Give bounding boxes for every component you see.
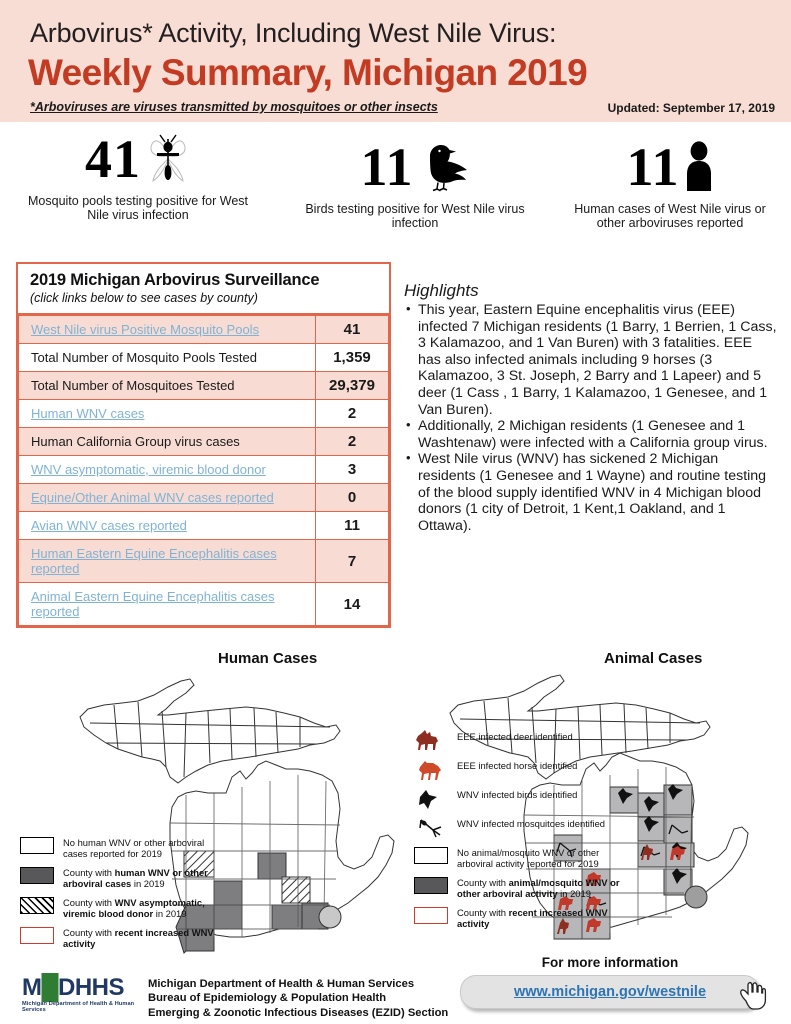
logo-rest: DHHS xyxy=(58,974,125,1001)
surveillance-table xyxy=(16,262,391,628)
county-link[interactable]: WNV asymptomatic, viremic blood donor xyxy=(31,462,266,477)
swatch-redline xyxy=(414,907,448,924)
legend-label: County with human WNV or other arboviral cases in 2019 xyxy=(63,867,208,889)
agency-line-1: Michigan Department of Health & Human Services xyxy=(148,978,415,990)
more-information-block xyxy=(460,955,760,1009)
county-link[interactable]: Human Eastern Equine Encephalitis cases reported xyxy=(31,546,277,576)
table-row xyxy=(19,344,389,372)
table-row xyxy=(19,316,389,344)
more-info-title: For more information xyxy=(541,955,679,970)
row-value-cell: 0 xyxy=(316,484,389,512)
row-value-cell: 29,379 xyxy=(316,372,389,400)
row-label-cell: Human California Group virus cases xyxy=(19,428,316,456)
updated-date: Updated: September 17, 2019 xyxy=(607,101,775,115)
stat-birds-positive xyxy=(300,138,530,230)
table-row xyxy=(19,372,389,400)
legend-label: County with WNV asymptomatic, viremic blood donor in 2019 xyxy=(63,897,205,919)
agency-lines xyxy=(148,977,448,1020)
surveillance-data-table xyxy=(18,315,389,626)
legend-row xyxy=(20,836,230,859)
highlight-item: • West Nile virus (WNV) has sickened 2 Michigan residents (1 Genesee and 1 Wayne) and routine testing of the blood supply identified WNV in 4 Michigan blood donors (1 city of Detroit, 1 Kent,1 Oakland, and 1 Ottawa). xyxy=(404,451,778,534)
row-value-cell: 2 xyxy=(316,400,389,428)
westnile-url-label: www.michigan.gov/westnile xyxy=(513,984,707,1000)
highlights-list xyxy=(404,302,778,534)
row-label-cell: Total Number of Mosquitoes Tested xyxy=(19,372,316,400)
table-row xyxy=(19,512,389,540)
swatch-filled xyxy=(20,867,54,884)
deer-icon xyxy=(414,730,448,752)
row-label-cell[interactable] xyxy=(19,540,316,583)
row-value-cell: 2 xyxy=(316,428,389,456)
swatch-hatch xyxy=(20,897,54,914)
legend-label: WNV infected birds identified xyxy=(457,789,578,800)
row-value-cell: 11 xyxy=(316,512,389,540)
county-link[interactable]: Animal Eastern Equine Encephalitis cases reported xyxy=(31,589,275,619)
row-value-cell: 7 xyxy=(316,540,389,583)
county-link[interactable]: Equine/Other Animal WNV cases reported xyxy=(31,490,274,505)
human-cases-map-title: Human Cases xyxy=(218,650,318,667)
highlights-section xyxy=(404,281,778,534)
agency-line-2: Bureau of Epidemiology & Population Health xyxy=(148,992,387,1005)
table-row xyxy=(19,484,389,512)
table-row xyxy=(19,428,389,456)
table-title: 2019 Michigan Arbovirus Surveillance xyxy=(30,271,320,289)
stat-label: Mosquito pools testing positive for West Nile virus infection xyxy=(28,194,249,222)
legend-label: EEE infected horse identified xyxy=(457,760,578,771)
bird-icon xyxy=(418,142,470,192)
row-value-cell: 41 xyxy=(316,316,389,344)
logo-subtitle: Michigan Department of Health & Human Services xyxy=(22,1001,135,1013)
highlight-item: • Additionally, 2 Michigan residents (1 Genesee and 1 Washtenaw) were infected with a California group virus. xyxy=(404,418,778,451)
legend-row xyxy=(414,876,629,899)
swatch-empty xyxy=(20,837,54,854)
stat-mosquito-pools xyxy=(28,130,248,222)
row-label-cell: Total Number of Mosquito Pools Tested xyxy=(19,344,316,372)
legend-row xyxy=(414,759,629,781)
page-header xyxy=(0,0,791,122)
table-row xyxy=(19,540,389,583)
legend-row xyxy=(20,926,230,949)
pointing-hand-icon xyxy=(737,980,767,1016)
logo-text xyxy=(22,975,142,1000)
legend-row xyxy=(414,906,629,929)
stat-value: 11 xyxy=(626,137,680,197)
person-icon xyxy=(684,141,714,193)
bird-icon xyxy=(414,788,448,810)
row-label-cell[interactable] xyxy=(19,400,316,428)
swatch-empty xyxy=(414,847,448,864)
stat-value: 11 xyxy=(360,137,414,197)
legend-label: No human WNV or other arboviral cases reported for 2019 xyxy=(63,837,205,859)
swatch-redline xyxy=(20,927,54,944)
stat-value: 41 xyxy=(85,129,141,189)
row-label-cell[interactable] xyxy=(19,583,316,626)
mosquito-icon xyxy=(414,817,448,839)
highlights-title: Highlights xyxy=(404,281,479,300)
table-row xyxy=(19,400,389,428)
animal-cases-map-title: Animal Cases xyxy=(604,650,703,667)
header-subtitle: Arbovirus* Activity, Including West Nile Virus: xyxy=(30,18,557,48)
animal-map-legend xyxy=(414,730,629,936)
mosquito-icon xyxy=(145,133,191,185)
legend-row xyxy=(414,817,629,839)
row-label-cell[interactable] xyxy=(19,484,316,512)
legend-label: EEE infected deer identified xyxy=(457,731,573,742)
page-title: Weekly Summary, Michigan 2019 xyxy=(28,52,588,93)
legend-label: County with recent increased WNV activity xyxy=(63,927,214,949)
agency-line-3: Emerging & Zoonotic Infectious Diseases (EZID) Section xyxy=(148,1006,449,1019)
row-value-cell: 3 xyxy=(316,456,389,484)
legend-label: No animal/mosquito WNV or other arboviral activity reported for 2019 xyxy=(457,847,600,869)
legend-label: County with recent increased WNV activity xyxy=(457,907,608,929)
horse-icon xyxy=(414,759,448,781)
legend-label: WNV infected mosquitoes identified xyxy=(457,818,605,829)
legend-row xyxy=(414,788,629,810)
table-row xyxy=(19,456,389,484)
row-label-cell[interactable] xyxy=(19,316,316,344)
legend-row xyxy=(414,846,629,869)
stat-label: Human cases of West Nile virus or other arboviruses reported xyxy=(574,202,766,230)
stat-label: Birds testing positive for West Nile virus infection xyxy=(305,202,525,230)
legend-row xyxy=(20,896,230,919)
legend-row xyxy=(20,866,230,889)
arbovirus-footnote: *Arboviruses are viruses transmitted by mosquitoes or other insects xyxy=(30,100,438,114)
swatch-filled xyxy=(414,877,448,894)
table-header xyxy=(18,264,389,315)
highlight-item: • This year, Eastern Equine encephalitis virus (EEE) infected 7 Michigan residents (1 Barry, 1 Berrien, 1 Cass, 3 Kalamazoo, and 1 Van Buren) with 3 fatalities. EEE has also infected animals including 9 horses (3 Kalamazoo, 3 St. Joseph, 2 Barry and 1 Lapeer) and 5 deer (1 Cass , 1 Barry, 1 Kalamazoo, 1 Genesee, and 1 Van Buren). xyxy=(404,302,778,418)
human-map-legend xyxy=(20,836,230,956)
row-value-cell: 1,359 xyxy=(316,344,389,372)
mdhhs-logo xyxy=(22,975,142,1013)
table-row xyxy=(19,583,389,626)
county-link[interactable]: West Nile virus Positive Mosquito Pools xyxy=(31,322,260,337)
row-label-cell[interactable] xyxy=(19,456,316,484)
summary-stats xyxy=(0,130,791,258)
row-value-cell: 14 xyxy=(316,583,389,626)
table-subtitle: (click links below to see cases by county) xyxy=(30,291,258,305)
legend-row xyxy=(414,730,629,752)
logo-letter-m: M xyxy=(22,974,42,1001)
county-link[interactable]: Human WNV cases xyxy=(31,406,145,421)
row-label-cell[interactable] xyxy=(19,512,316,540)
westnile-url-button[interactable] xyxy=(460,975,760,1009)
county-link[interactable]: Avian WNV cases reported xyxy=(31,518,187,533)
legend-label: County with animal/mosquito WNV or other arboviral activity in 2019 xyxy=(457,877,620,899)
stat-human-cases xyxy=(570,138,770,230)
michigan-shape-icon: █ xyxy=(41,974,59,1001)
